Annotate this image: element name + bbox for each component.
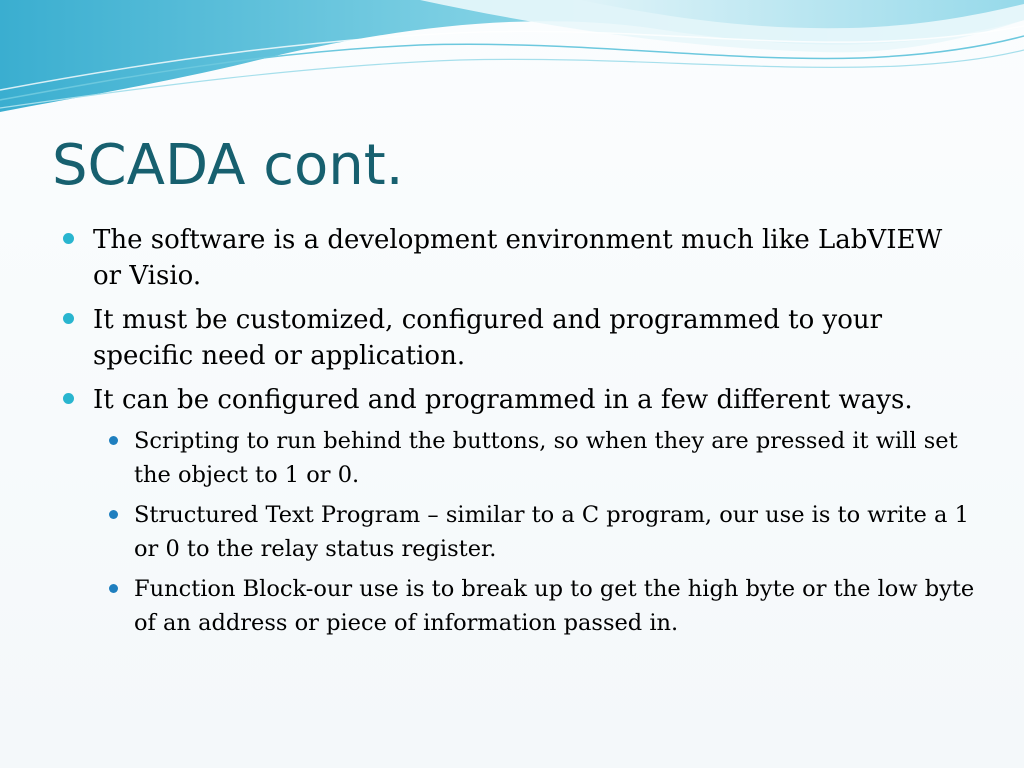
slide-title: SCADA cont.: [52, 133, 404, 198]
slide-body: [60, 222, 975, 648]
sub-bullet-text: Scripting to run behind the buttons, so when they are pressed it will set the object to 1 or 0.: [134, 428, 958, 488]
bullet-dot-icon: [63, 393, 74, 404]
sub-bullet-item: [101, 498, 975, 566]
header-wave-decoration: [0, 0, 1024, 130]
sub-bullet-dot-icon: [109, 436, 118, 445]
sub-bullet-dot-icon: [109, 584, 118, 593]
bullet-dot-icon: [63, 313, 74, 324]
bullet-text: It can be configured and programmed in a few different ways.: [93, 385, 913, 415]
sub-bullet-text: Function Block-our use is to break up to get the high byte or the low byte of an address or piece of information passed in.: [134, 576, 975, 636]
bullet-text: The software is a development environment much like LabVIEW or Visio.: [93, 225, 943, 291]
bullet-item: [60, 382, 975, 640]
bullet-text: It must be customized, configured and programmed to your specific need or application.: [93, 305, 883, 371]
sub-bullet-item: [101, 572, 975, 640]
sub-bullet-item: [101, 424, 975, 492]
sub-bullet-list: [93, 424, 975, 640]
sub-bullet-dot-icon: [109, 510, 118, 519]
bullet-item: [60, 222, 975, 294]
bullet-list: [60, 222, 975, 640]
bullet-dot-icon: [63, 233, 74, 244]
sub-bullet-text: Structured Text Program – similar to a C program, our use is to write a 1 or 0 to the relay status register.: [134, 502, 969, 562]
bullet-item: [60, 302, 975, 374]
